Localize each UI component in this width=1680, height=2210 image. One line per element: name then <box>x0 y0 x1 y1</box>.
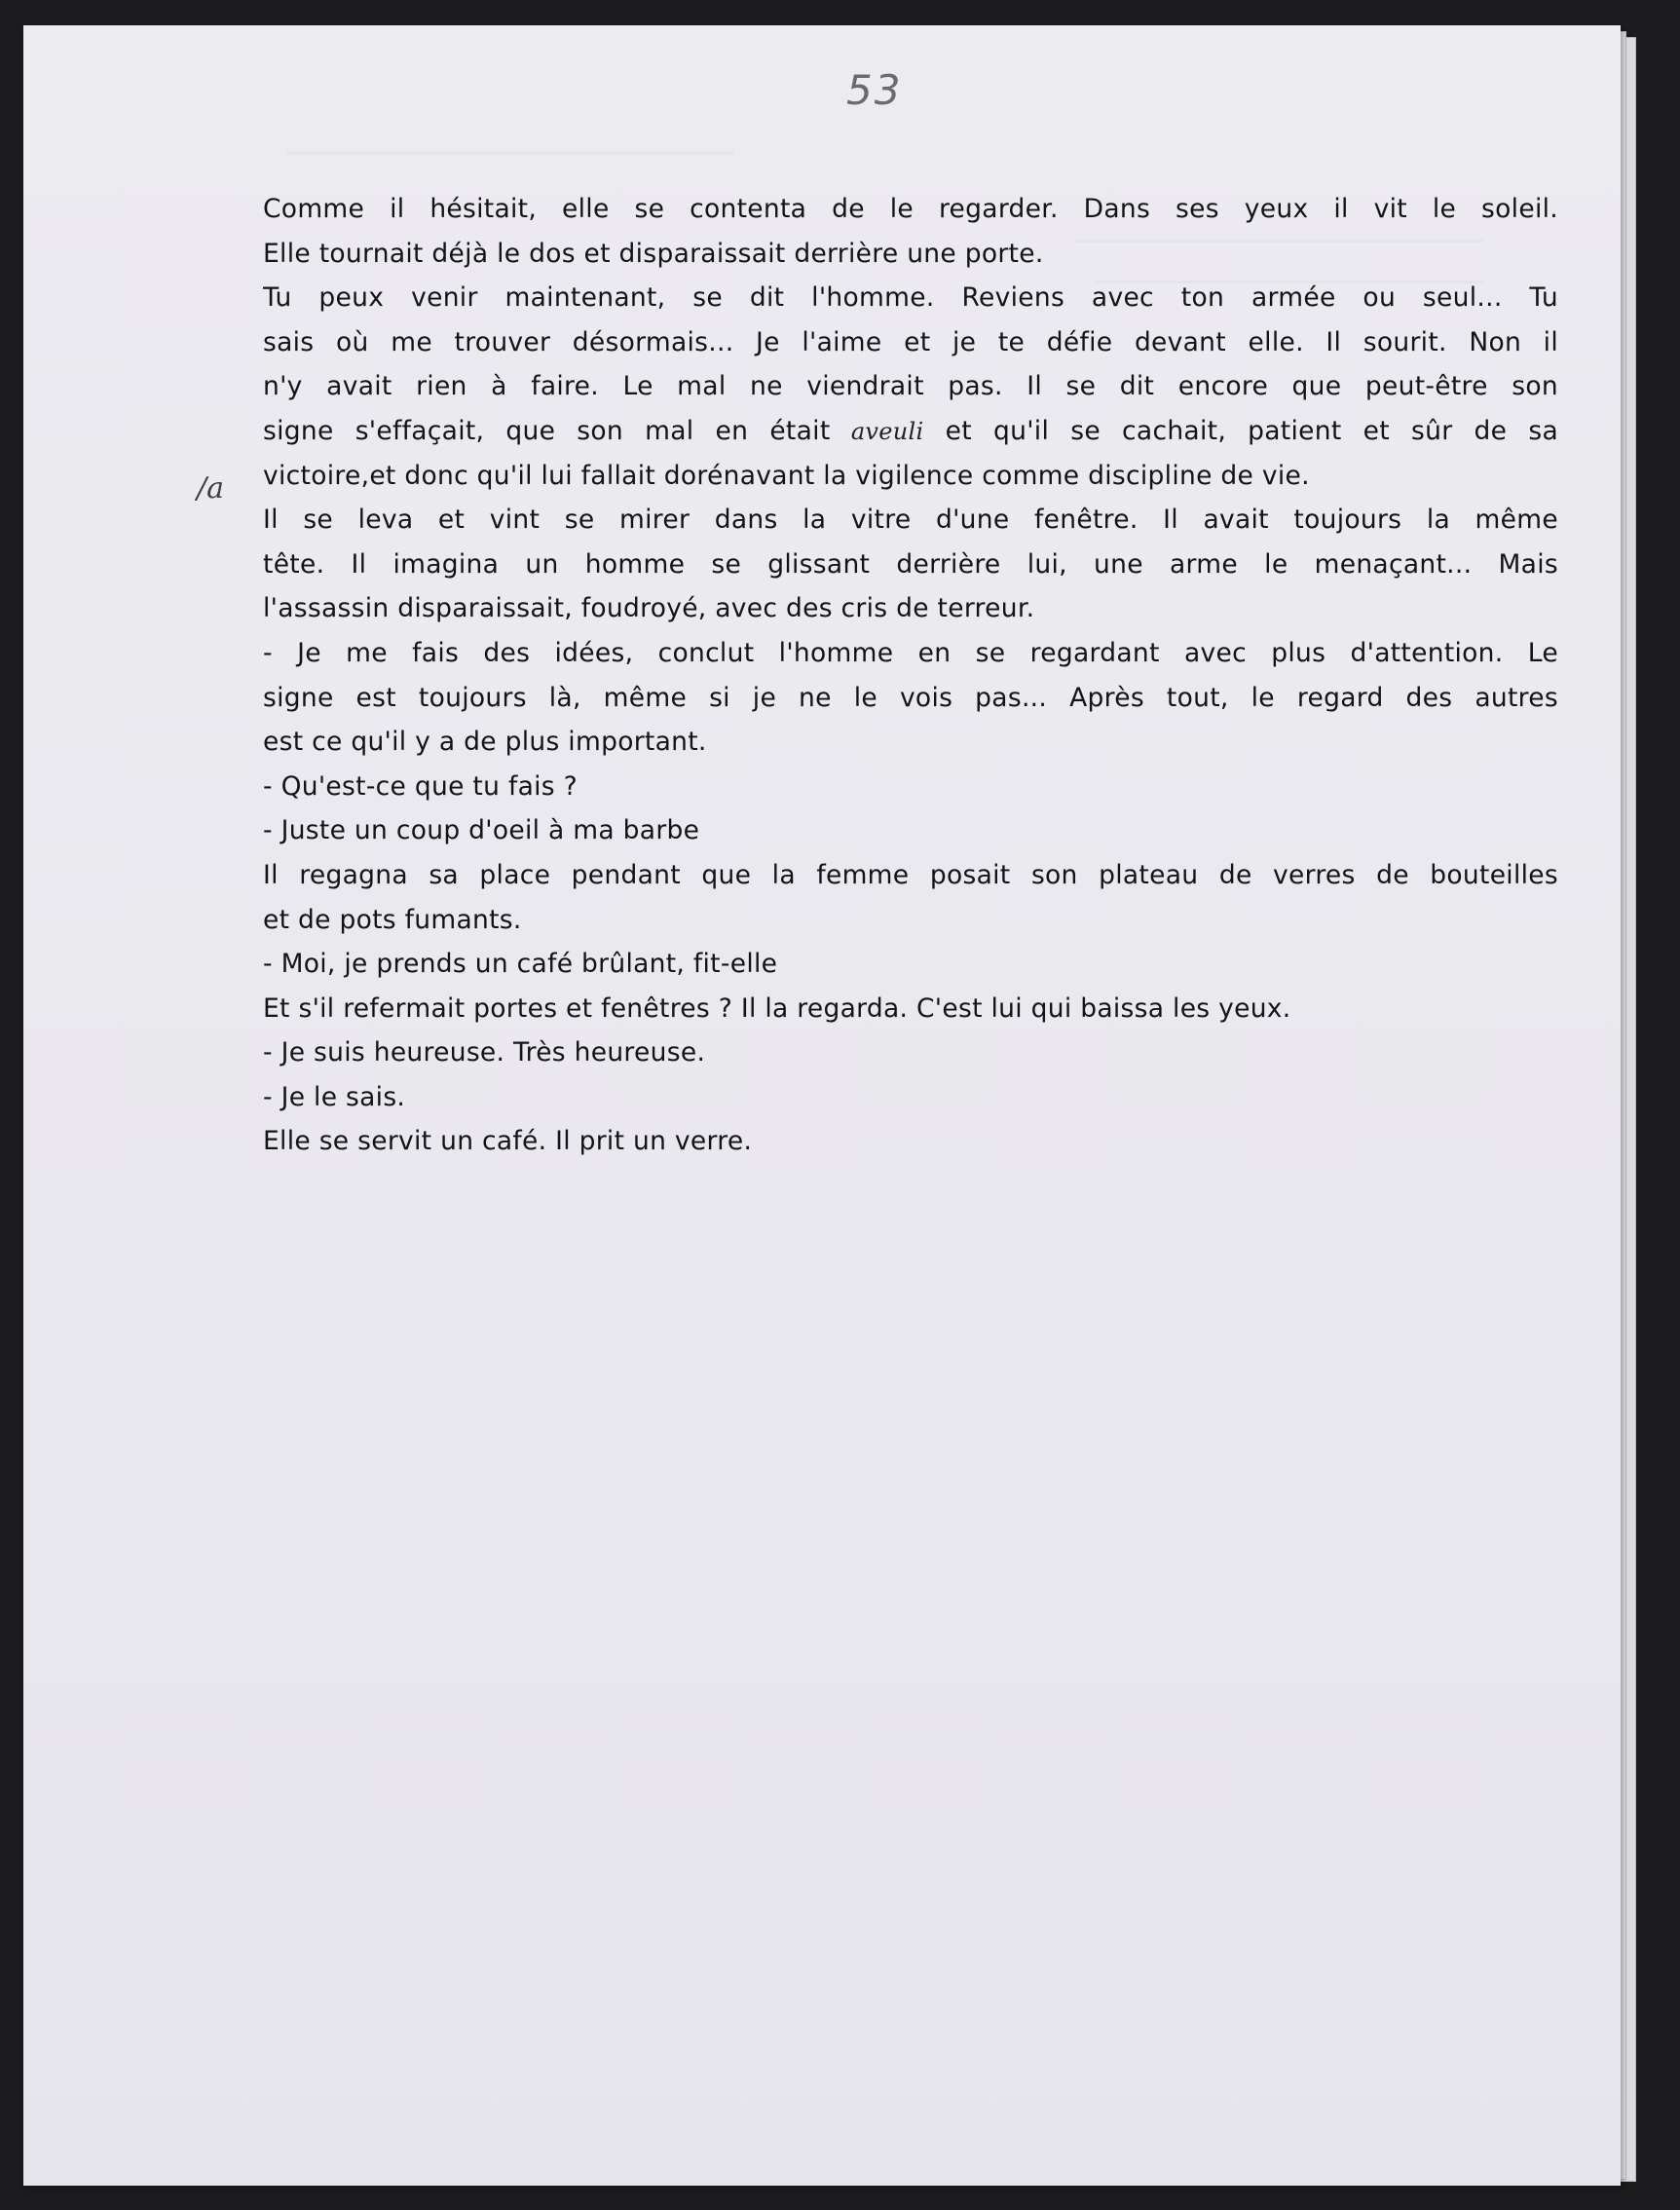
margin-note: /a <box>197 471 224 506</box>
text-line: victoire,et donc qu'il lui fallait dorénavant la vigilence comme discipline de vie. <box>263 460 1310 491</box>
text-line: Elle tournait déjà le dos et disparaissait derrière une porte. <box>263 238 1044 269</box>
text-segment: et qu'il se cachait, patient et sûr de sa <box>923 415 1558 446</box>
text-line: - Je suis heureuse. Très heureuse. <box>263 1037 706 1068</box>
text-line: Il se leva et vint se mirer dans la vitre d'une fenêtre. Il avait toujours la même <box>263 505 1558 536</box>
text-line: - Je me fais des idées, conclut l'homme en se regardant avec plus d'attention. Le <box>263 637 1558 668</box>
text-line: Tu peux venir maintenant, se dit l'homme. Reviens avec ton armée ou seul... Tu <box>263 282 1558 314</box>
typed-page <box>23 25 1621 2186</box>
show-through-mark <box>286 152 734 155</box>
text-line: signe est toujours là, même si je ne le vois pas... Après tout, le regard des autres <box>263 682 1558 713</box>
text-line: l'assassin disparaissait, foudroyé, avec des cris de terreur. <box>263 593 1035 624</box>
text-line: Et s'il refermait portes et fenêtres ? Il la regarda. C'est lui qui baissa les yeux. <box>263 993 1291 1024</box>
page-number: 53 <box>846 66 903 114</box>
text-line: - Je le sais. <box>263 1081 406 1112</box>
text-line: Comme il hésitait, elle se contenta de le regarder. Dans ses yeux il vit le soleil. <box>263 194 1558 224</box>
text-line: Elle se servit un café. Il prit un verre. <box>263 1126 753 1157</box>
text-line: Il regagna sa place pendant que la femme posait son plateau de verres de bouteilles <box>263 859 1558 890</box>
text-line: et de pots fumants. <box>263 904 522 935</box>
text-line: - Qu'est-ce que tu fais ? <box>263 770 578 802</box>
body-text <box>263 187 1558 1164</box>
text-line: - Moi, je prends un café brûlant, fit-elle <box>263 949 778 980</box>
text-segment: signe s'effaçait, que son mal en était <box>263 415 831 446</box>
text-line: est ce qu'il y a de plus important. <box>263 727 707 758</box>
text-line: tête. Il imagina un homme se glissant derrière lui, une arme le menaçant... Mais <box>263 548 1558 580</box>
text-line <box>263 409 1558 454</box>
text-line: - Juste un coup d'oeil à ma barbe <box>263 815 700 846</box>
text-line: n'y avait rien à faire. Le mal ne viendrait pas. Il se dit encore que peut-être son <box>263 371 1558 402</box>
text-line: sais où me trouver désormais... Je l'aime et je te défie devant elle. Il sourit. Non il <box>263 326 1558 357</box>
handwritten-correction: aveuli <box>830 417 924 445</box>
